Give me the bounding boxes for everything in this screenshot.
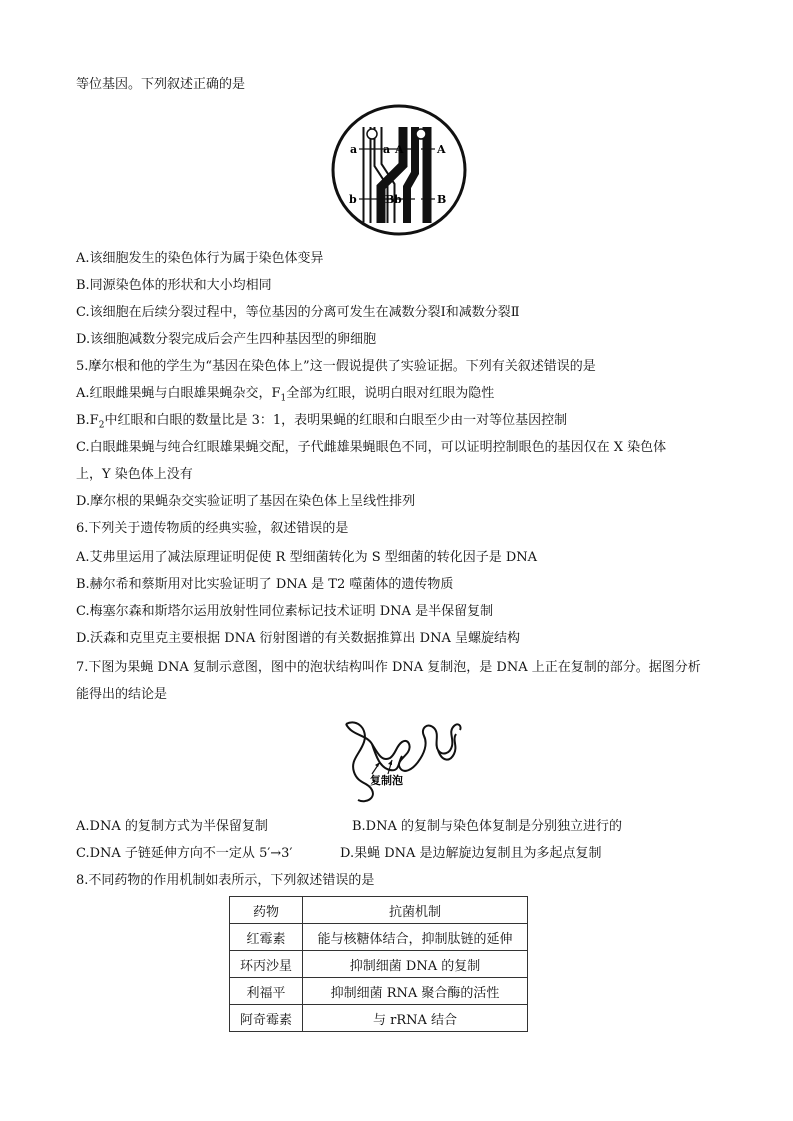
q5-option-c-line1: C.白眼雌果蝇与纯合红眼雄果蝇交配，子代雌雄果蝇眼色不同，可以证明控制眼色的基因仅在 X 染色体 [76,440,667,455]
table-row [230,924,528,951]
q7-option-b: B.DNA 的复制与染色体复制是分别独立进行的 [352,819,623,834]
q5-option-c-line2: 上，Y 染色体上没有 [76,467,193,482]
gene-label-b-left: b [349,193,357,206]
q4-option-c: C.该细胞在后续分裂过程中，等位基因的分离可发生在减数分裂Ⅰ和减数分裂Ⅱ [76,305,520,320]
q6-stem: 6.下列关于遗传物质的经典实验，叙述错误的是 [76,521,349,536]
gene-label-B-right: B [437,193,447,206]
q5-a-pre: A.红眼雌果蝇与白眼雄果蝇杂交，F [76,386,281,401]
table-header-mechanism: 抗菌机制 [303,897,528,924]
q5-b-pre: B.F [76,413,99,428]
table-header-row [230,897,528,924]
table-cell-mechanism: 抑制细菌 RNA 聚合酶的活性 [303,978,528,1005]
q7-option-c: C.DNA 子链延伸方向不一定从 5′→3′ [76,846,293,861]
intro-text: 等位基因。下列叙述正确的是 [76,77,246,92]
q5-option-a [76,385,494,408]
table-cell-drug: 环丙沙星 [230,951,303,978]
q8-stem: 8.不同药物的作用机制如表所示，下列叙述错误的是 [76,873,375,888]
q5-b-post: 中红眼和白眼的数量比是 3：1，表明果蝇的红眼和白眼至少由一对等位基因控制 [104,413,568,428]
q4-option-d: D.该细胞减数分裂完成后会产生四种基因型的卵细胞 [76,332,377,347]
q5-stem: 5.摩尔根和他的学生为“基因在染色体上”这一假说提供了实验证据。下列有关叙述错误的是 [76,359,596,374]
gene-label-B-mid: B [385,193,395,206]
q6-option-b: B.赫尔希和蔡斯用对比实验证明了 DNA 是 T2 噬菌体的遗传物质 [76,577,454,592]
table-cell-mechanism: 抑制细菌 DNA 的复制 [303,951,528,978]
table-cell-drug: 阿奇霉素 [230,1005,303,1032]
q6-option-d: D.沃森和克里克主要根据 DNA 衍射图谱的有关数据推算出 DNA 呈螺旋结构 [76,631,520,646]
gene-label-A-mid: A [395,143,404,156]
q7-option-a: A.DNA 的复制方式为半保留复制 [76,819,268,834]
gene-label-a-left: a [350,143,358,156]
q4-option-a: A.该细胞发生的染色体行为属于染色体变异 [76,251,324,266]
q7-stem-line2: 能得出的结论是 [76,687,168,702]
q5-a-post: 全部为红眼，说明白眼对红眼为隐性 [286,386,495,401]
table-row [230,978,528,1005]
table-cell-mechanism: 能与核糖体结合，抑制肽链的延伸 [303,924,528,951]
dna-replication-bubble-figure [338,716,464,806]
q5-a-sub: 1 [280,393,287,404]
table-row [230,951,528,978]
q7-stem-line1: 7.下图为果蝇 DNA 复制示意图，图中的泡状结构叫作 DNA 复制泡，是 DNA 上正在复制的部分。据图分析 [76,660,701,675]
chromosome-crossover-figure [331,103,467,237]
table-cell-drug: 红霉素 [230,924,303,951]
q4-option-b: B.同源染色体的形状和大小均相同 [76,278,272,293]
table-row [230,1005,528,1032]
gene-label-a-mid: a [383,143,391,156]
q5-b-sub: 2 [98,420,105,431]
q5-option-d: D.摩尔根的果蝇杂交实验证明了基因在染色体上呈线性排列 [76,494,416,509]
gene-label-A-right: A [437,143,446,156]
q7-option-d: D.果蝇 DNA 是边解旋边复制且为多起点复制 [340,846,602,861]
table-cell-drug: 利福平 [230,978,303,1005]
replication-bubble-label: 复制泡 [370,774,403,787]
q6-option-a: A.艾弗里运用了减法原理证明促使 R 型细菌转化为 S 型细菌的转化因子是 DNA [76,550,538,565]
drug-mechanism-table [229,896,528,1032]
table-cell-mechanism: 与 rRNA 结合 [303,1005,528,1032]
q5-option-b [76,412,567,435]
table-header-drug: 药物 [230,897,303,924]
gene-label-b-mid: b [394,193,402,206]
q6-option-c: C.梅塞尔森和斯塔尔运用放射性同位素标记技术证明 DNA 是半保留复制 [76,604,494,619]
